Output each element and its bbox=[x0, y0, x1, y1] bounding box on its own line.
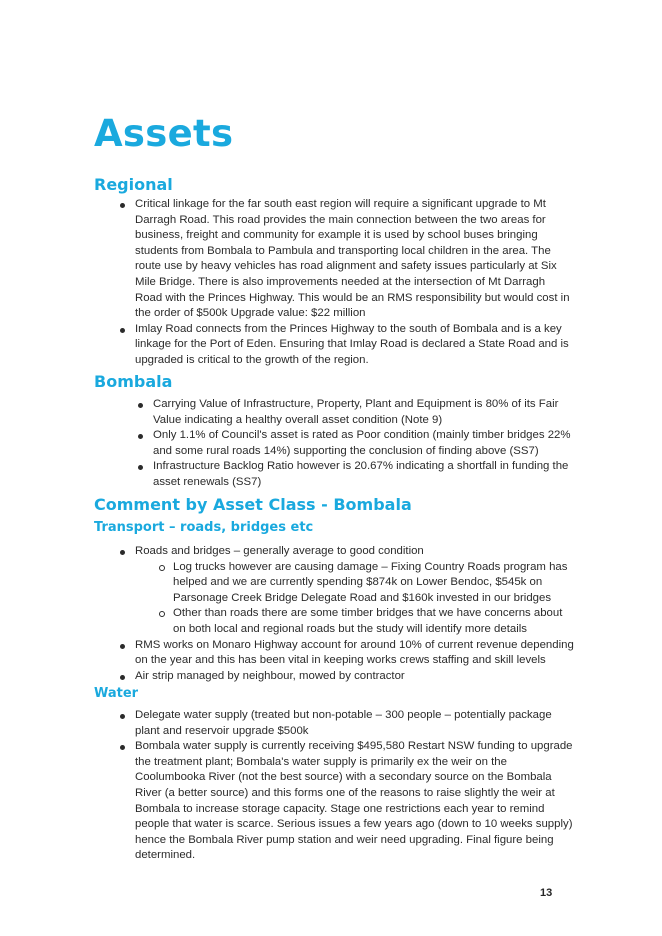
list-item: Roads and bridges – generally average to good condition bbox=[135, 544, 575, 560]
transport-list bbox=[135, 544, 575, 684]
list-subitem: Other than roads there are some timber bridges that we have concerns about on both local and regional roads but the study will identify more details bbox=[173, 606, 575, 637]
list-item: RMS works on Monaro Highway account for around 10% of current revenue depending on the year and this has been vital in keeping works crews staffing and skill levels bbox=[135, 638, 575, 669]
water-heading: Water bbox=[94, 686, 139, 701]
regional-list bbox=[135, 197, 575, 369]
transport-heading: Transport – roads, bridges etc bbox=[94, 520, 314, 535]
list-item: Infrastructure Backlog Ratio however is 20.67% indicating a shortfall in funding the asset renewals (SS7) bbox=[153, 459, 571, 490]
list-item: Only 1.1% of Council's asset is rated as Poor condition (mainly timber bridges 22% and some rural roads 14%) supporting the conclusion of finding above (SS7) bbox=[153, 428, 571, 459]
bombala-list bbox=[153, 397, 571, 491]
page-number: 13 bbox=[540, 887, 553, 899]
comment-heading: Comment by Asset Class - Bombala bbox=[94, 495, 412, 514]
water-list bbox=[135, 708, 575, 864]
bombala-heading: Bombala bbox=[94, 372, 173, 391]
list-item: Bombala water supply is currently receiving $495,580 Restart NSW funding to upgrade the treatment plant; Bombala's water supply is primarily ex the weir on the Coolumbooka River (not the best source) with a secondary source on the Bombala River (a better source) and this forms one of the reasons to raise slightly the weir at Bombala to increase storage capacity. Stage one restrictions each year to remind people that water is scarce. Serious issues a few years ago (down to 10 weeks supply) hence the Bombala River pump station and weir need upgrading. Final figure being determined. bbox=[135, 739, 575, 864]
list-subitem: Log trucks however are causing damage – Fixing Country Roads program has helped and we are currently spending $874k on Lower Bendoc, $545k on Parsonage Creek Bridge Delegate Road and $160k invested in our bridges bbox=[173, 560, 575, 607]
list-item: Air strip managed by neighbour, mowed by contractor bbox=[135, 669, 575, 685]
list-item: Carrying Value of Infrastructure, Property, Plant and Equipment is 80% of its Fair Value indicating a healthy overall asset condition (Note 9) bbox=[153, 397, 571, 428]
page-title: Assets bbox=[94, 112, 234, 155]
list-item: Imlay Road connects from the Princes Highway to the south of Bombala and is a key linkage for the Port of Eden. Ensuring that Imlay Road is declared a State Road and is upgraded is critical to the growth of the region. bbox=[135, 322, 575, 369]
regional-heading: Regional bbox=[94, 175, 173, 194]
list-item: Delegate water supply (treated but non-potable – 300 people – potentially package plant and reservoir upgrade $500k bbox=[135, 708, 575, 739]
list-item: Critical linkage for the far south east region will require a significant upgrade to Mt Darragh Road. This road provides the main connection between the two areas for business, freight and community for example it is used by school buses bringing students from Bombala to Pambula and transporting local children in the area. The route use by heavy vehicles has road alignment and safety issues particularly at Six Mile Bridge. There is also improvements needed at the intersection of Mt Darragh Road with the Princes Highway. This would be an RMS responsibility but would cost in the order of $500k Upgrade value: $22 million bbox=[135, 197, 575, 322]
